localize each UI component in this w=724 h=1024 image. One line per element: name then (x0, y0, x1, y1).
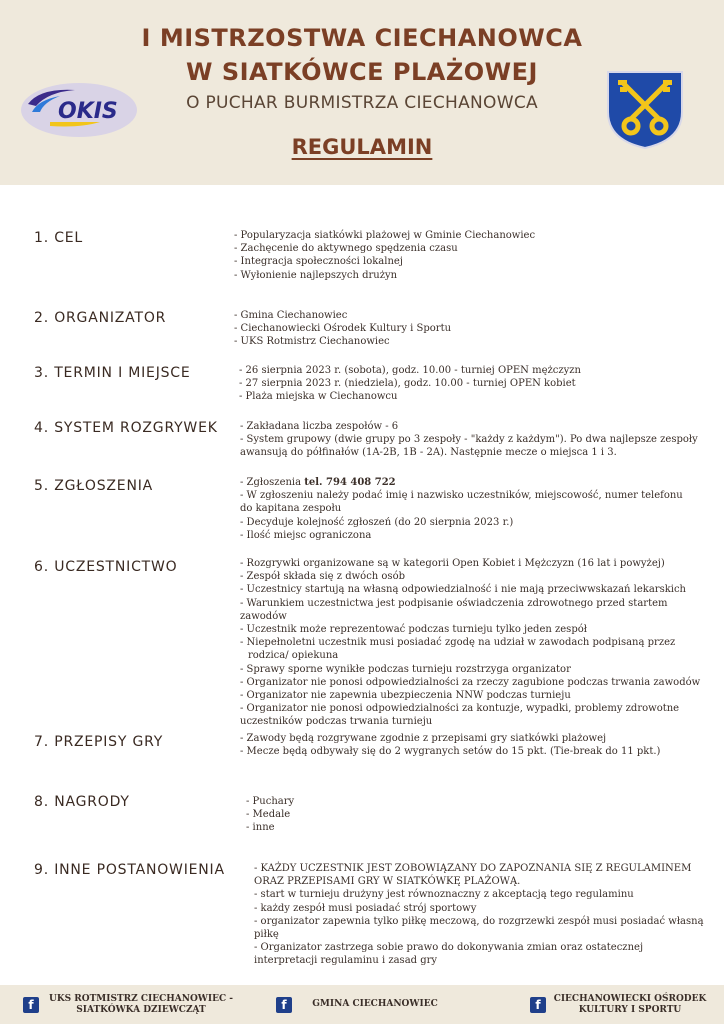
facebook-icon[interactable]: f (23, 997, 39, 1013)
list-item: - KAŻDY UCZESTNIK JEST ZOBOWIĄZANY DO ZAPOZNANIA SIĘ Z REGULAMINEM ORAZ PRZEPISAMI GRY W SIATKÓWKĘ PLAŻOWĄ. (254, 863, 692, 888)
list-item: - Decyduje kolejność zgłoszeń (do 20 sierpnia 2023 r.) (240, 516, 514, 528)
section-items (254, 862, 709, 968)
list-item: - Rozgrywki organizowane są w kategorii Open Kobiet i Mężczyzn (16 lat i powyżej) (240, 558, 665, 569)
section-heading: 3. TERMIN I MIEJSCE (34, 365, 191, 381)
list-item: - UKS Rotmistrz Ciechanowiec (234, 336, 390, 348)
footer-link-gmina[interactable]: GMINA CIECHANOWIEC (312, 999, 438, 1009)
list-item: - Ilość miejsc ograniczona (240, 529, 372, 541)
list-item: - Mecze będą odbywały się do 2 wygranych setów do 15 pkt. (Tie-break do 11 pkt.) (240, 746, 661, 758)
list-item: - Gmina Ciechanowiec (234, 310, 348, 321)
section-items (234, 309, 694, 349)
section-items (246, 795, 546, 835)
facebook-icon[interactable]: f (276, 997, 292, 1013)
list-item: - Organizator nie zapewnia ubezpieczenia NNW podczas turnieju (240, 690, 571, 702)
list-item: - Organizator nie ponosi odpowiedzialności za rzeczy zagubione podczas trwania zawodów (240, 676, 701, 688)
list-item: - każdy zespół musi posiadać strój sportowy (254, 902, 477, 914)
list-item: - Ciechanowiecki Ośrodek Kultury i Sportu (234, 323, 452, 335)
list-item: - Zawody będą rozgrywane zgodnie z przepisami gry siatkówki plażowej (240, 733, 607, 744)
section-items (240, 476, 690, 542)
section-heading: 5. ZGŁOSZENIA (34, 478, 154, 494)
crest-icon (606, 70, 684, 154)
list-item: - Organizator nie ponosi odpowiedzialności za kontuzje, wypadki, problemy zdrowotne uczestników podczas trwania turnieju (240, 703, 680, 728)
phone-number: tel. 794 408 722 (304, 477, 396, 488)
list-item-phone: - Zgłoszenia tel. 794 408 722 (240, 477, 396, 488)
list-item: - Uczestnicy startują na własną odpowiedzialność i nie mają przeciwwskazań lekarskich (240, 584, 686, 596)
list-item: - Uczestnik może reprezentować podczas turnieju tylko jeden zespół (240, 624, 587, 636)
list-item: - Zachęcenie do aktywnego spędzenia czasu (234, 243, 458, 255)
svg-text:OKIS: OKIS (58, 99, 118, 124)
list-item: - Wyłonienie najlepszych drużyn (234, 269, 398, 281)
section-heading: 2. ORGANIZATOR (34, 310, 167, 326)
section-heading: 7. PRZEPISY GRY (34, 734, 164, 750)
list-item: - Warunkiem uczestnictwa jest podpisanie oświadczenia zdrowotnego przed startem zawodów (240, 597, 668, 622)
list-item: - Zespół składa się z dwóch osób (240, 571, 405, 583)
header (0, 0, 724, 185)
section-heading: 9. INNE POSTANOWIENIA (34, 862, 225, 878)
list-item: - Puchary (246, 796, 295, 807)
list-item: - start w turnieju drużyny jest równoznaczny z akceptacją tego regulaminu (254, 889, 634, 901)
document-title: REGULAMIN (291, 135, 433, 159)
page-title-line2: W SIATKÓWCE PLAŻOWEJ (186, 58, 538, 86)
list-item: - Medale (246, 809, 291, 821)
okis-logo-icon (20, 82, 138, 142)
list-item: - Plaża miejska w Ciechanowcu (239, 391, 398, 403)
section-items (239, 364, 699, 404)
list-item: - organizator zapewnia tylko piłkę meczową, do rozgrzewki zespół musi posiadać własną piłkę (254, 915, 704, 941)
section-heading: 6. UCZESTNICTWO (34, 559, 178, 575)
footer-link-cokis[interactable]: CIECHANOWIECKI OŚRODEK KULTURY I SPORTU (553, 994, 707, 1015)
list-item: - 26 sierpnia 2023 r. (sobota), godz. 10.00 - turniej OPEN mężczyzn (239, 365, 581, 376)
list-item: - Zakładana liczba zespołów - 6 (240, 421, 399, 432)
section-heading: 8. NAGRODY (34, 794, 130, 810)
list-item: - Niepełnoletni uczestnik musi posiadać zgodę na udział w zawodach podpisaną przez rodzica/ opiekuna (240, 637, 676, 662)
list-item: - Integracja społeczności lokalnej (234, 256, 403, 268)
list-item: - inne (246, 822, 275, 834)
list-item: - W zgłoszeniu należy podać imię i nazwisko uczestników, miejscowość, numer telefonu do kapitana zespołu (240, 490, 683, 515)
section-heading: 4. SYSTEM ROZGRYWEK (34, 420, 218, 436)
section-heading: 1. CEL (34, 230, 84, 246)
page-title-line1: I MISTRZOSTWA CIECHANOWCA (141, 24, 583, 52)
list-item: - 27 sierpnia 2023 r. (niedziela), godz. 10.00 - turniej OPEN kobiet (239, 378, 576, 390)
section-items (234, 229, 694, 282)
list-item: - Popularyzacja siatkówki plażowej w Gminie Ciechanowiec (234, 230, 536, 241)
footer-link-uks[interactable]: UKS ROTMISTRZ CIECHANOWIEC - SIATKÓWKA DZIEWCZĄT (48, 994, 234, 1015)
facebook-icon[interactable]: f (530, 997, 546, 1013)
section-items (240, 732, 710, 758)
list-item: - Organizator zastrzega sobie prawo do dokonywania zmian oraz ostatecznej interpretacji regulaminu i zasad gry (254, 942, 644, 967)
page-subtitle: O PUCHAR BURMISTRZA CIECHANOWCA (186, 93, 538, 113)
list-item: - System grupowy (dwie grupy po 3 zespoły - "każdy z każdym"). Po dwa najlepsze zespoły awansują do półfinałów (1A-2B, 1B - 2A). Następnie mecze o miejsca 1 i 3. (240, 434, 698, 459)
section-items (240, 557, 710, 729)
list-item: - Sprawy sporne wynikłe podczas turnieju rozstrzyga organizator (240, 663, 571, 675)
footer (0, 985, 724, 1024)
section-items (240, 420, 710, 460)
